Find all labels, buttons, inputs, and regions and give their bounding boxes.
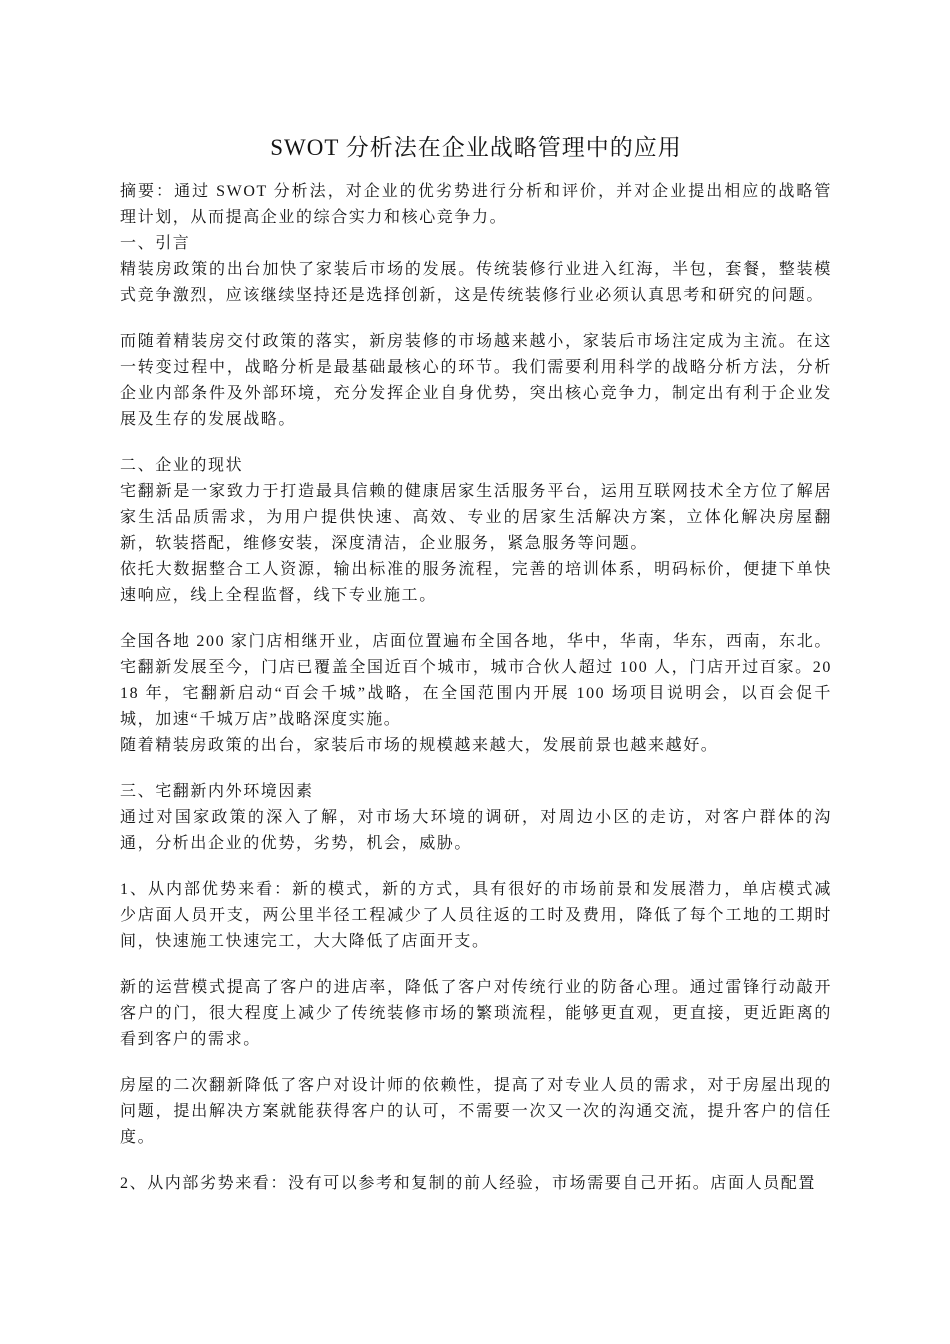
paragraph: 宅翻新是一家致力于打造最具信赖的健康居家生活服务平台，运用互联网技术全方位了解居家生活品质需求，为用户提供快速、高效、专业的居家生活解决方案，立体化解决房屋翻新，软装搭配，维修安装，深度清洁，企业服务，紧急服务等问题。 (120, 483, 832, 552)
paragraph: 房屋的二次翻新降低了客户对设计师的依赖性，提高了对专业人员的需求，对于房屋出现的问题，提出解决方案就能获得客户的认可，不需要一次又一次的沟通交流，提升客户的信任度。 (120, 1077, 832, 1146)
paragraph: 精装房政策的出台加快了家装后市场的发展。传统装修行业进入红海，半包，套餐，整装模式竞争激烈，应该继续坚持还是选择创新，这是传统装修行业必须认真思考和研究的问题。 (120, 261, 832, 304)
paragraph: 全国各地 200 家门店相继开业，店面位置遍布全国各地，华中，华南，华东，西南，东北。宅翻新发展至今，门店已覆盖全国近百个城市，城市合伙人超过 100 人，门店开过百家。2018 年，宅翻新启动“百会千城”战略，在全国范围内开展 100 场项目说明会，以百会促千城，加速“千城万店”战略深度实施。 (120, 633, 832, 728)
document-title: SWOT 分析法在企业战略管理中的应用 (270, 135, 682, 160)
paragraph: 随着精装房政策的出台，家装后市场的规模越来越大，发展前景也越来越好。 (120, 737, 719, 754)
document-content (120, 133, 832, 1197)
paragraph: 1、从内部优势来看：新的模式，新的方式，具有很好的市场前景和发展潜力，单店模式减少店面人员开支，两公里半径工程减少了人员往返的工时及费用，降低了每个工地的工期时间，快速施工快速完工，大大降低了店面开支。 (120, 881, 832, 950)
section-heading-1: 一、引言 (120, 235, 191, 252)
section-heading-3: 三、宅翻新内外环境因素 (120, 783, 314, 800)
section-heading-2: 二、企业的现状 (120, 457, 244, 474)
abstract-paragraph: 摘要：通过 SWOT 分析法，对企业的优劣势进行分析和评价，并对企业提出相应的战略管理计划，从而提高企业的综合实力和核心竞争力。 (120, 183, 832, 226)
paragraph: 通过对国家政策的深入了解，对市场大环境的调研，对周边小区的走访，对客户群体的沟通，分析出企业的优势，劣势，机会，威胁。 (120, 809, 832, 852)
paragraph: 2、从内部劣势来看：没有可以参考和复制的前人经验，市场需要自己开拓。店面人员配置 (120, 1175, 817, 1192)
paragraph: 而随着精装房交付政策的落实，新房装修的市场越来越小，家装后市场注定成为主流。在这一转变过程中，战略分析是最基础最核心的环节。我们需要利用科学的战略分析方法，分析企业内部条件及外部环境，充分发挥企业自身优势，突出核心竞争力，制定出有利于企业发展及生存的发展战略。 (120, 333, 832, 428)
paragraph: 依托大数据整合工人资源，输出标准的服务流程，完善的培训体系，明码标价，便捷下单快速响应，线上全程监督，线下专业施工。 (120, 561, 832, 604)
paragraph: 新的运营模式提高了客户的进店率，降低了客户对传统行业的防备心理。通过雷锋行动敲开客户的门，很大程度上减少了传统装修市场的繁琐流程，能够更直观，更直接，更近距离的看到客户的需求。 (120, 979, 832, 1048)
